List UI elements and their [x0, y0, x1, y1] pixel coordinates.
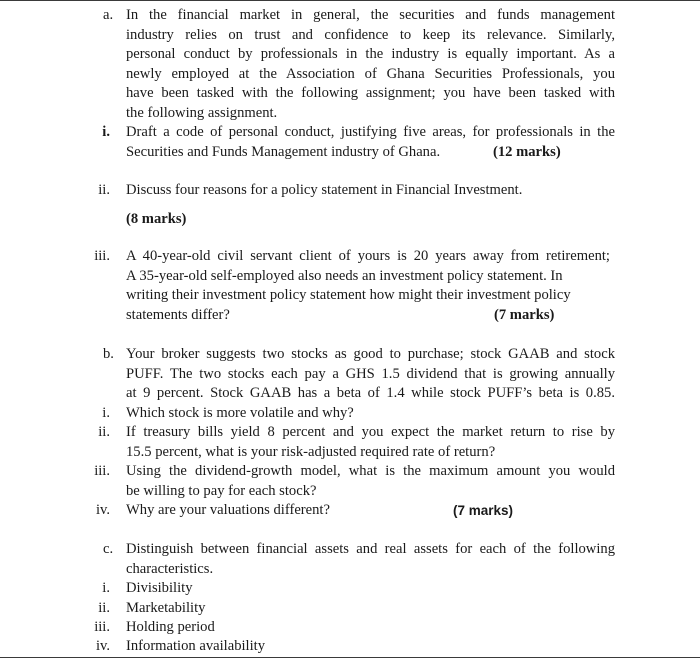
- part-b-label: b.: [103, 346, 114, 362]
- part-c-label: c.: [103, 541, 114, 557]
- question-text: statements differ?: [126, 306, 230, 323]
- list-item-number: ii.: [98, 599, 110, 616]
- question-text: Draft a code of personal conduct, justifying five areas, for professionals in the: [126, 124, 615, 140]
- part-a-label: a.: [103, 7, 114, 23]
- part-b-intro-line: Your broker suggests two stocks as good to purchase; stock GAAB and stock: [126, 346, 615, 362]
- part-a-intro-line: have been tasked with the following assignment; you have been tasked with: [126, 85, 615, 101]
- question-text: A 35-year-old self-employed also needs an investment policy statement. In: [126, 267, 563, 284]
- question-number: i.: [102, 124, 110, 140]
- question-number: iv.: [95, 502, 110, 518]
- question-number: iii.: [94, 463, 110, 479]
- part-a-intro-line: In the financial market in general, the securities and funds management: [126, 7, 615, 23]
- part-a-intro-line: newly employed at the Association of Ghana Securities Professionals, you: [126, 65, 615, 82]
- question-text: writing their investment policy statement how might their investment policy: [126, 287, 571, 303]
- question-text: A 40-year-old civil servant client of yours is 20 years away from retirement;: [126, 248, 610, 264]
- part-a-intro-line: the following assignment.: [126, 104, 278, 121]
- list-item: Holding period: [126, 619, 215, 635]
- question-text: be willing to pay for each stock?: [126, 482, 317, 499]
- part-a-intro-line: personal conduct by professionals in the industry is equally important. As a: [126, 46, 615, 62]
- part-a-intro-line: industry relies on trust and confidence to keep its relevance. Similarly,: [126, 26, 615, 43]
- list-item-number: iv.: [95, 638, 110, 654]
- question-number: ii.: [98, 424, 110, 440]
- part-c-intro-line: characteristics.: [126, 560, 214, 577]
- question-number: iii.: [94, 248, 110, 264]
- bottom-border: [0, 657, 700, 658]
- list-item: Information availability: [126, 638, 266, 654]
- marks-label: (7 marks): [494, 306, 555, 323]
- question-number: ii.: [98, 182, 110, 198]
- question-number: i.: [102, 404, 110, 421]
- list-item-number: iii.: [94, 619, 110, 635]
- marks-label: (12 marks): [493, 143, 561, 160]
- list-item: Marketability: [126, 599, 206, 616]
- part-b-intro-line: PUFF. The two stocks each pay a GHS 1.5 dividend that is growing annually: [126, 365, 615, 382]
- question-text: Securities and Funds Management industry of Ghana.: [126, 143, 441, 160]
- question-text: 15.5 percent, what is your risk-adjusted required rate of return?: [126, 443, 496, 460]
- list-item-number: i.: [102, 580, 110, 596]
- top-border: [0, 0, 700, 1]
- list-item: Divisibility: [126, 580, 193, 596]
- question-text: Which stock is more volatile and why?: [126, 404, 354, 421]
- question-text: Discuss four reasons for a policy statement in Financial Investment.: [126, 182, 523, 198]
- question-text: Using the dividend-growth model, what is the maximum amount you would: [126, 463, 615, 479]
- marks-label: (8 marks): [126, 211, 187, 227]
- question-text: If treasury bills yield 8 percent and you expect the market return to rise by: [126, 424, 615, 440]
- part-c-intro-line: Distinguish between financial assets and real assets for each of the following: [126, 541, 615, 557]
- part-b-intro-line: at 9 percent. Stock GAAB has a beta of 1.4 while stock PUFF’s beta is 0.85.: [126, 385, 615, 401]
- question-text: Why are your valuations different?: [126, 502, 330, 518]
- marks-label: (7 marks): [453, 503, 514, 518]
